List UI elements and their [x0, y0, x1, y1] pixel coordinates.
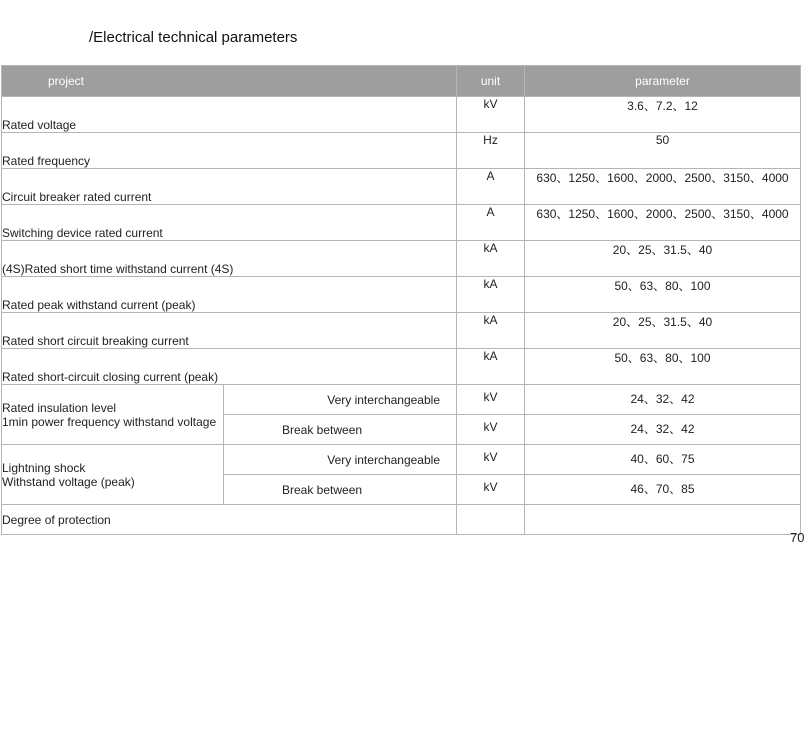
- row-parameter: 20、25、31.5、40: [525, 241, 801, 277]
- row-parameter: 50、63、80、100: [525, 277, 801, 313]
- table-header-row: [2, 66, 801, 97]
- group-label-insulation: [2, 385, 224, 445]
- row-parameter: 630、1250、1600、2000、2500、3150、4000: [525, 169, 801, 205]
- row-project: Switching device rated current: [2, 205, 457, 241]
- table-row: [2, 97, 801, 133]
- row-parameter: 20、25、31.5、40: [525, 313, 801, 349]
- table-row: [2, 445, 801, 475]
- table-row: [2, 277, 801, 313]
- group-label-line: 1min power frequency withstand voltage: [2, 414, 217, 429]
- header-project: project: [2, 66, 457, 97]
- row-project: Degree of protection: [2, 505, 457, 535]
- table-row: [2, 313, 801, 349]
- row-parameter: 630、1250、1600、2000、2500、3150、4000: [525, 205, 801, 241]
- table-row: [2, 205, 801, 241]
- row-unit: Hz: [457, 133, 525, 169]
- row-parameter: 46、70、85: [525, 475, 801, 505]
- row-unit: A: [457, 205, 525, 241]
- electrical-parameters-table: [1, 65, 801, 535]
- table-row: [2, 241, 801, 277]
- row-unit: kV: [457, 385, 525, 415]
- row-unit: kV: [457, 97, 525, 133]
- row-parameter: 40、60、75: [525, 445, 801, 475]
- row-project: Rated frequency: [2, 133, 457, 169]
- table-row: [2, 133, 801, 169]
- header-unit: unit: [457, 66, 525, 97]
- subrow-label: Break between: [224, 415, 457, 445]
- table-row: [2, 169, 801, 205]
- table-row: [2, 349, 801, 385]
- row-unit: kA: [457, 313, 525, 349]
- group-label-line: Rated insulation level: [2, 400, 117, 415]
- row-project: Rated short circuit breaking current: [2, 313, 457, 349]
- row-unit: kA: [457, 241, 525, 277]
- row-parameter: 24、32、42: [525, 415, 801, 445]
- row-parameter: 50、63、80、100: [525, 349, 801, 385]
- row-unit: kA: [457, 277, 525, 313]
- row-parameter: 3.6、7.2、12: [525, 97, 801, 133]
- subrow-label: Break between: [224, 475, 457, 505]
- row-project: (4S)Rated short time withstand current (4S): [2, 241, 457, 277]
- row-project: Rated peak withstand current (peak): [2, 277, 457, 313]
- group-label-lightning: [2, 445, 224, 505]
- row-parameter: 50: [525, 133, 801, 169]
- row-unit: kA: [457, 349, 525, 385]
- table-row: [2, 505, 801, 535]
- row-parameter: [525, 505, 801, 535]
- row-project: Rated short-circuit closing current (peak): [2, 349, 457, 385]
- group-label-line: Lightning shock: [2, 460, 86, 475]
- page-number: 70: [790, 530, 804, 545]
- subrow-label: Very interchangeable: [224, 445, 457, 475]
- row-unit: [457, 505, 525, 535]
- subrow-label: Very interchangeable: [224, 385, 457, 415]
- group-label-line: Withstand voltage (peak): [2, 474, 135, 489]
- row-unit: kV: [457, 415, 525, 445]
- row-unit: kV: [457, 475, 525, 505]
- row-parameter: 24、32、42: [525, 385, 801, 415]
- row-project: Circuit breaker rated current: [2, 169, 457, 205]
- row-unit: A: [457, 169, 525, 205]
- header-parameter: parameter: [525, 66, 801, 97]
- row-project: Rated voltage: [2, 97, 457, 133]
- table-row: [2, 385, 801, 415]
- page-title: /Electrical technical parameters: [89, 29, 298, 46]
- row-unit: kV: [457, 445, 525, 475]
